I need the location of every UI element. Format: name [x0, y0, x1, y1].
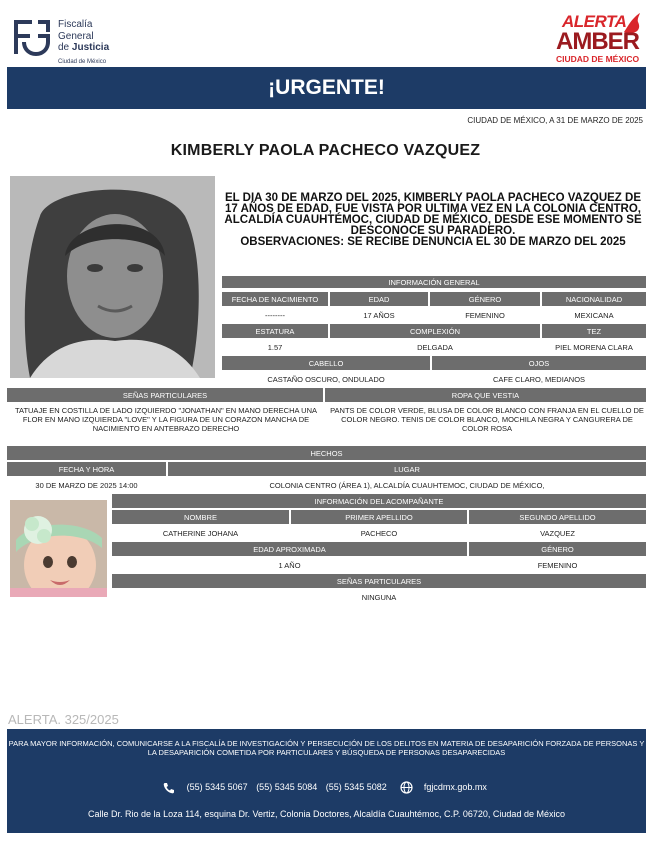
companion-age-value: 1 AÑO: [278, 560, 301, 570]
place-header: LUGAR: [168, 462, 646, 476]
phone-2[interactable]: (55) 5345 5084: [256, 781, 318, 792]
case-summary: [222, 193, 644, 248]
globe-icon: [400, 781, 413, 794]
gender-header: GÉNERO: [430, 292, 540, 306]
gender-value: FEMENINO: [465, 310, 505, 320]
age-value: 17 AÑOS: [363, 310, 395, 320]
amber-alert-logo: [552, 12, 646, 66]
facts-header: HECHOS: [7, 446, 646, 460]
skin-header: TEZ: [542, 324, 646, 338]
date-line: CIUDAD DE MÉXICO, A 31 DE MARZO DE 2025: [467, 116, 643, 125]
companion-photo: [10, 500, 107, 597]
nationality-value: MEXICANA: [574, 310, 614, 320]
datetime-value: 30 DE MARZO DE 2025 14:00: [35, 480, 138, 490]
companion-last1-value: PACHECO: [360, 528, 398, 538]
amber-line2: AMBER: [556, 28, 639, 55]
eyes-value: CAFE CLARO, MEDIANOS: [492, 374, 586, 384]
missing-person-name: KIMBERLY PAOLA PACHECO VAZQUEZ: [170, 142, 481, 159]
companion-last1-header: PRIMER APELLIDO: [291, 510, 467, 524]
place-value: COLONIA CENTRO (ÁREA 1), ALCALDÍA CUAUHTEMOC, CIUDAD DE MÉXICO,: [269, 480, 545, 490]
website-link[interactable]: fgjcdmx.gob.mx: [423, 781, 487, 792]
companion-marks-value: NINGUNA: [361, 592, 397, 602]
fgj-wordmark: [58, 19, 109, 68]
footer-address: Calle Dr. Rio de la Loza 114, esquina Dr. Vertiz, Colonia Doctores, Alcaldía Cuauhtémoc, C.P. 06720, Ciudad de México: [88, 809, 565, 819]
companion-name-value: CATHERINE JOHANA: [162, 528, 239, 538]
birthdate-value: --------: [265, 310, 285, 320]
marks-value: TATUAJE EN COSTILLA DE LADO IZQUIERDO "JONATHAN" EN MANO DERECHA UNA FLOR EN MANO IZQUIERDA "LOVE" Y LA FIGURA DE UN CORAZON MANCHA DE NACIMIENTO EN ANTEBRAZO DERECHO: [14, 405, 318, 433]
companion-gender-header: GÉNERO: [469, 542, 646, 556]
fgj-logo-icon: [8, 14, 56, 62]
companion-age-header: EDAD APROXIMADA: [112, 542, 467, 556]
amber-line1: ALERTA: [562, 12, 627, 31]
phone-icon: [163, 782, 175, 794]
age-header: EDAD: [330, 292, 428, 306]
phone-1[interactable]: (55) 5345 5067: [186, 781, 248, 792]
summary-body: EL DIA 30 DE MARZO DEL 2025, KIMBERLY PAOLA PACHECO VAZQUEZ DE 17 AÑOS DE EDAD, FUE VISTA POR ULTIMA VEZ EN LA COLONIA CENTRO, ALCALDÍA CUAUHTÉMOC, CIUDAD DE MÉXICO, DESDE ESE MOMENTO SE DESCONOCE SU PARADERO.: [224, 192, 642, 237]
summary-observations: OBSERVACIONES: SE RECIBE DENUNCIA EL 30 DE MARZO DEL 2025: [240, 236, 626, 248]
phone-3[interactable]: (55) 5345 5082: [325, 781, 387, 792]
footer: [7, 729, 646, 833]
missing-person-photo: [10, 176, 215, 378]
build-value: DELGADA: [417, 342, 453, 352]
companion-header: INFORMACIÓN DEL ACOMPAÑANTE: [112, 494, 646, 508]
fgj-line3: de Justicia: [58, 42, 110, 53]
fgj-line4: Ciudad de México: [58, 58, 107, 65]
companion-last2-header: SEGUNDO APELLIDO: [469, 510, 646, 524]
height-value: 1.57: [267, 342, 283, 352]
build-header: COMPLEXIÓN: [330, 324, 540, 338]
clothing-header: ROPA QUE VESTIA: [325, 388, 646, 402]
height-header: ESTATURA: [222, 324, 328, 338]
companion-last2-value: VAZQUEZ: [540, 528, 575, 538]
footer-contacts: [7, 781, 646, 794]
companion-marks-header: SEÑAS PARTICULARES: [112, 574, 646, 588]
eyes-header: OJOS: [432, 356, 646, 370]
footer-info: PARA MAYOR INFORMACIÓN, COMUNICARSE A LA FISCALÍA DE INVESTIGACIÓN Y PERSECUCIÓN DE LOS DELITOS EN MATERIA DE DESAPARICIÓN FORZADA DE PERSONAS Y LA DESAPARICIÓN COMETIDA POR PARTICULARES Y BÚSQUEDA DE PERSONAS DESAPARECIDAS: [8, 739, 645, 757]
companion-name-header: NOMBRE: [112, 510, 289, 524]
skin-value: PIEL MORENA CLARA: [555, 342, 633, 352]
hair-header: CABELLO: [222, 356, 430, 370]
urgent-banner: ¡URGENTE!: [7, 67, 646, 109]
fgj-line1: Fiscalía: [58, 19, 93, 30]
fgj-line2: General: [58, 30, 94, 42]
clothing-value: PANTS DE COLOR VERDE, BLUSA DE COLOR BLANCO CON FRANJA EN EL CUELLO DE COLOR NEGRO. TENIS DE COLOR BLANCO, MOCHILA NEGRA Y CANGURERA DE COLOR ROSA: [330, 405, 644, 433]
marks-header: SEÑAS PARTICULARES: [7, 388, 323, 402]
companion-gender-value: FEMENINO: [537, 560, 578, 570]
datetime-header: FECHA Y HORA: [7, 462, 166, 476]
header: [0, 0, 651, 66]
birthdate-header: FECHA DE NACIMIENTO: [222, 292, 328, 306]
amber-line3: CIUDAD DE MÉXICO: [556, 54, 640, 64]
alert-number: ALERTA. 325/2025: [8, 712, 119, 727]
nationality-header: NACIONALIDAD: [542, 292, 646, 306]
general-info-header: INFORMACIÓN GENERAL: [222, 276, 646, 288]
hair-value: CASTAÑO OSCURO, ONDULADO: [267, 374, 385, 384]
